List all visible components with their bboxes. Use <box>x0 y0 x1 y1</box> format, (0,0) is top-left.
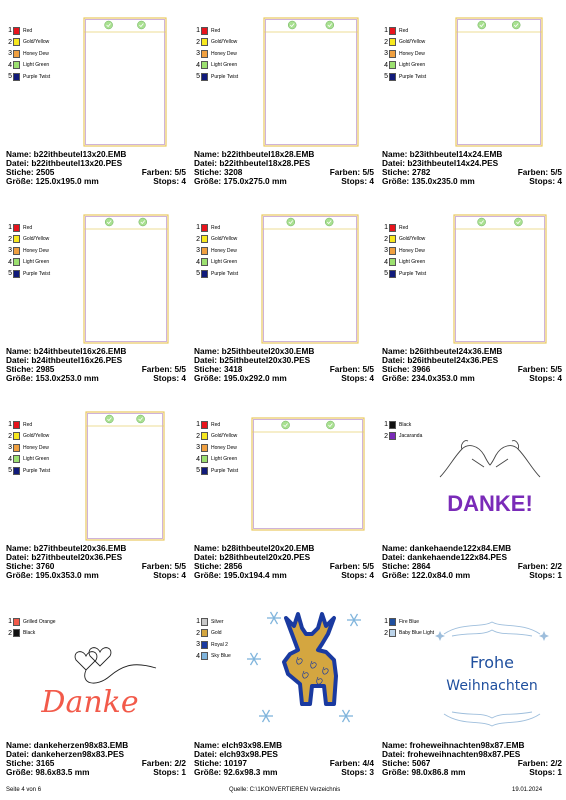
design-colors: Farben: 2/2 <box>141 758 186 768</box>
bag-outline <box>264 18 358 146</box>
thread-label: Honey Dew <box>23 444 49 451</box>
thread-label: Light Green <box>23 259 50 266</box>
design-preview <box>382 407 562 542</box>
design-card <box>6 604 186 799</box>
thread-number: 3 <box>196 247 200 255</box>
thread-number: 1 <box>196 224 200 232</box>
bag-snap-icon <box>105 415 113 423</box>
design-size: Größe: 175.0x275.0 mm <box>194 176 287 186</box>
design-stitches: Stiche: 3165 <box>6 758 55 768</box>
thread-number: 3 <box>384 50 388 58</box>
info-row <box>194 177 374 186</box>
thread-label: Gold/Yellow <box>23 433 50 440</box>
bag-snap-icon <box>137 415 145 423</box>
design-preview <box>6 210 186 345</box>
thread-number: 1 <box>8 618 12 626</box>
design-stitches: Stiche: 2864 <box>382 561 431 571</box>
thread-label: Gold/Yellow <box>211 39 238 46</box>
design-stops: Stops: 1 <box>529 570 562 580</box>
design-info <box>6 347 186 383</box>
snowflake-icon <box>339 710 353 722</box>
heart-hands-icon <box>440 441 540 477</box>
thread-label: Purple Twist <box>211 467 239 474</box>
design-file: Datei: elch93x98.PES <box>194 749 278 759</box>
moose-icon <box>284 614 336 704</box>
design-stitches: Stiche: 5067 <box>382 758 431 768</box>
info-row <box>6 374 186 383</box>
thread-label: Light Green <box>399 62 426 69</box>
art-text-1: Frohe <box>469 653 515 672</box>
design-preview <box>382 13 562 148</box>
design-stitches: Stiche: 3418 <box>194 364 243 374</box>
thread-number: 2 <box>196 38 200 46</box>
thread-label: Light Green <box>211 62 238 69</box>
design-card <box>382 13 562 208</box>
design-name: Name: b27ithbeutel20x36.EMB <box>6 543 127 553</box>
design-size: Größe: 125.0x195.0 mm <box>6 176 99 186</box>
design-colors: Farben: 5/5 <box>329 364 374 374</box>
thread-label: Honey Dew <box>211 247 237 254</box>
design-stops: Stops: 1 <box>153 767 186 777</box>
thread-number: 4 <box>196 455 200 463</box>
thread-number: 2 <box>8 235 12 243</box>
design-size: Größe: 98.0x86.8 mm <box>382 767 466 777</box>
design-stitches: Stiche: 3208 <box>194 167 243 177</box>
thread-label: Gold/Yellow <box>399 236 426 243</box>
thread-number: 4 <box>196 652 200 660</box>
design-stops: Stops: 3 <box>341 767 374 777</box>
design-file: Datei: b28ithbeutel20x20.PES <box>194 552 311 562</box>
design-size: Größe: 92.6x98.3 mm <box>194 767 278 777</box>
design-colors: Farben: 5/5 <box>329 167 374 177</box>
design-size: Größe: 98.6x83.5 mm <box>6 767 90 777</box>
thread-number: 2 <box>196 432 200 440</box>
design-info <box>194 347 374 383</box>
design-preview <box>6 604 186 739</box>
thread-number: 3 <box>8 247 12 255</box>
design-size: Größe: 135.0x235.0 mm <box>382 176 475 186</box>
info-row <box>382 374 562 383</box>
thread-number: 3 <box>196 444 200 452</box>
design-name: Name: b25ithbeutel20x30.EMB <box>194 346 315 356</box>
design-size: Größe: 195.0x353.0 mm <box>6 570 99 580</box>
design-card <box>194 604 374 799</box>
thread-number: 2 <box>196 629 200 637</box>
design-stitches: Stiche: 2856 <box>194 561 243 571</box>
design-info <box>6 741 186 777</box>
thread-number: 5 <box>8 270 12 278</box>
design-stops: Stops: 4 <box>153 373 186 383</box>
design-stitches: Stiche: 2782 <box>382 167 431 177</box>
design-name: Name: froheweihnachten98x87.EMB <box>382 740 525 750</box>
thread-number: 1 <box>196 618 200 626</box>
thread-number: 5 <box>384 270 388 278</box>
thread-label: Fire Blue <box>399 618 420 625</box>
thread-label: Red <box>211 224 221 231</box>
thread-number: 2 <box>384 38 388 46</box>
thread-number: 1 <box>384 224 388 232</box>
thread-label: Honey Dew <box>23 50 49 57</box>
design-name: Name: b26ithbeutel24x36.EMB <box>382 346 503 356</box>
design-preview <box>194 210 374 345</box>
design-file: Datei: b22ithbeutel18x28.PES <box>194 158 311 168</box>
bag-snap-icon <box>326 421 334 429</box>
thread-label: Black <box>23 630 36 637</box>
design-colors: Farben: 2/2 <box>517 561 562 571</box>
design-preview <box>382 604 562 739</box>
design-card <box>6 210 186 405</box>
design-info <box>6 150 186 186</box>
thread-number: 3 <box>8 50 12 58</box>
thread-number: 2 <box>384 432 388 440</box>
thread-number: 3 <box>384 247 388 255</box>
design-card <box>194 210 374 405</box>
thread-number: 1 <box>8 27 12 35</box>
design-stitches: Stiche: 3760 <box>6 561 55 571</box>
bag-outline <box>84 18 166 146</box>
design-name: Name: dankehaende122x84.EMB <box>382 543 512 553</box>
thread-number: 3 <box>196 50 200 58</box>
thread-label: Grilled Orange <box>23 618 56 625</box>
thread-number: 1 <box>196 421 200 429</box>
thread-label: Purple Twist <box>399 73 427 80</box>
design-size: Größe: 153.0x253.0 mm <box>6 373 99 383</box>
design-name: Name: b24ithbeutel16x26.EMB <box>6 346 127 356</box>
design-file: Datei: dankehaende122x84.PES <box>382 552 507 562</box>
bag-snap-icon <box>288 21 296 29</box>
page-number: Seite 4 von 6 <box>6 787 42 793</box>
thread-label: Light Green <box>211 456 238 463</box>
thread-label: Purple Twist <box>23 467 51 474</box>
thread-label: Gold/Yellow <box>23 236 50 243</box>
design-stops: Stops: 4 <box>341 373 374 383</box>
design-file: Datei: b26ithbeutel24x36.PES <box>382 355 499 365</box>
thread-number: 1 <box>384 421 388 429</box>
bag-snap-icon <box>282 421 290 429</box>
design-stitches: Stiche: 3966 <box>382 364 431 374</box>
info-row <box>6 177 186 186</box>
bag-outline <box>252 418 364 530</box>
design-preview <box>382 210 562 345</box>
design-file: Datei: froheweihnachten98x87.PES <box>382 749 521 759</box>
art-text: Danke <box>41 685 139 720</box>
design-info <box>6 544 186 580</box>
thread-number: 2 <box>196 235 200 243</box>
bag-snap-icon <box>137 21 145 29</box>
design-card <box>382 210 562 405</box>
thread-label: Red <box>211 27 221 34</box>
design-colors: Farben: 5/5 <box>141 561 186 571</box>
bag-snap-icon <box>139 218 147 226</box>
bag-snap-icon <box>478 218 486 226</box>
thread-number: 5 <box>384 73 388 81</box>
thread-number: 2 <box>8 629 12 637</box>
thread-label: Honey Dew <box>211 444 237 451</box>
thread-number: 4 <box>196 61 200 69</box>
design-name: Name: dankeherzen98x83.EMB <box>6 740 129 750</box>
thread-label: Red <box>23 27 33 34</box>
thread-number: 5 <box>196 270 200 278</box>
thread-number: 3 <box>8 444 12 452</box>
design-colors: Farben: 5/5 <box>517 364 562 374</box>
info-row <box>194 768 374 777</box>
design-card <box>6 407 186 602</box>
thread-label: Honey Dew <box>23 247 49 254</box>
design-card <box>382 604 562 799</box>
thread-number: 4 <box>384 258 388 266</box>
thread-label: Purple Twist <box>23 73 51 80</box>
source-path: Quelle: C:\1KONVERTIEREN Verzeichnis <box>229 787 341 793</box>
thread-label: Purple Twist <box>211 270 239 277</box>
design-colors: Farben: 5/5 <box>329 561 374 571</box>
thread-number: 5 <box>196 73 200 81</box>
info-row <box>6 768 186 777</box>
design-name: Name: b23ithbeutel14x24.EMB <box>382 149 503 159</box>
thread-label: Light Green <box>399 259 426 266</box>
design-stitches: Stiche: 2985 <box>6 364 55 374</box>
thread-label: Gold <box>211 630 222 637</box>
thread-label: Red <box>399 224 409 231</box>
design-stops: Stops: 4 <box>153 176 186 186</box>
bag-snap-icon <box>514 218 522 226</box>
bag-snap-icon <box>478 21 486 29</box>
design-file: Datei: dankeherzen98x83.PES <box>6 749 125 759</box>
thread-number: 4 <box>8 258 12 266</box>
info-row <box>382 571 562 580</box>
design-file: Datei: b23ithbeutel14x24.PES <box>382 158 499 168</box>
design-colors: Farben: 5/5 <box>141 364 186 374</box>
design-preview <box>6 407 186 542</box>
bag-outline <box>84 215 168 343</box>
thread-label: Red <box>399 27 409 34</box>
design-name: Name: elch93x98.EMB <box>194 740 283 750</box>
snowflake-icon <box>347 614 361 626</box>
design-colors: Farben: 2/2 <box>517 758 562 768</box>
thread-label: Baby Blue Light <box>399 630 435 637</box>
thread-number: 1 <box>8 421 12 429</box>
design-info <box>382 347 562 383</box>
design-size: Größe: 234.0x353.0 mm <box>382 373 475 383</box>
thread-number: 4 <box>8 61 12 69</box>
design-colors: Farben: 5/5 <box>517 167 562 177</box>
thread-number: 2 <box>384 235 388 243</box>
design-stitches: Stiche: 10197 <box>194 758 248 768</box>
design-file: Datei: b27ithbeutel20x36.PES <box>6 552 123 562</box>
info-row <box>194 571 374 580</box>
info-row <box>382 768 562 777</box>
bag-snap-icon <box>325 218 333 226</box>
bag-snap-icon <box>512 21 520 29</box>
thread-number: 5 <box>8 467 12 475</box>
thread-number: 4 <box>384 61 388 69</box>
thread-label: Red <box>211 421 221 428</box>
thread-label: Silver <box>211 618 224 625</box>
bag-outline <box>86 412 164 540</box>
print-date: 19.01.2024 <box>512 787 543 793</box>
design-name: Name: b28ithbeutel20x20.EMB <box>194 543 315 553</box>
design-colors: Farben: 5/5 <box>141 167 186 177</box>
thread-label: Honey Dew <box>211 50 237 57</box>
design-info <box>382 150 562 186</box>
design-card <box>6 13 186 208</box>
thread-label: Gold/Yellow <box>211 236 238 243</box>
thread-label: Light Green <box>23 62 50 69</box>
design-stops: Stops: 4 <box>529 373 562 383</box>
design-size: Größe: 195.0x292.0 mm <box>194 373 287 383</box>
art-text-2: Weihnachten <box>446 678 538 694</box>
bag-snap-icon <box>105 21 113 29</box>
design-stops: Stops: 4 <box>153 570 186 580</box>
design-file: Datei: b24ithbeutel16x26.PES <box>6 355 123 365</box>
thread-number: 2 <box>8 432 12 440</box>
design-name: Name: b22ithbeutel18x28.EMB <box>194 149 315 159</box>
info-row <box>382 177 562 186</box>
bag-outline <box>454 215 546 343</box>
design-stops: Stops: 1 <box>529 767 562 777</box>
design-info <box>382 741 562 777</box>
thread-label: Red <box>23 421 33 428</box>
design-card <box>194 407 374 602</box>
thread-label: Royal 2 <box>211 641 228 648</box>
design-info <box>194 544 374 580</box>
design-colors: Farben: 4/4 <box>329 758 374 768</box>
thread-label: Jacaranda <box>399 433 423 440</box>
thread-label: Purple Twist <box>211 73 239 80</box>
design-preview <box>194 13 374 148</box>
thread-label: Gold/Yellow <box>23 39 50 46</box>
thread-label: Light Green <box>211 259 238 266</box>
design-preview <box>6 13 186 148</box>
art-text: DANKE! <box>447 491 533 516</box>
design-info <box>194 741 374 777</box>
thread-number: 3 <box>196 641 200 649</box>
thread-number: 5 <box>8 73 12 81</box>
thread-number: 4 <box>196 258 200 266</box>
info-row <box>194 374 374 383</box>
thread-label: Red <box>23 224 33 231</box>
design-info <box>382 544 562 580</box>
ornament-border-icon <box>444 622 540 726</box>
design-preview <box>194 407 374 542</box>
bag-outline <box>262 215 358 343</box>
design-stops: Stops: 4 <box>341 176 374 186</box>
thread-label: Light Green <box>23 456 50 463</box>
thread-label: Gold/Yellow <box>211 433 238 440</box>
thread-number: 2 <box>384 629 388 637</box>
thread-label: Purple Twist <box>399 270 427 277</box>
design-size: Größe: 122.0x84.0 mm <box>382 570 471 580</box>
thread-label: Purple Twist <box>23 270 51 277</box>
design-stops: Stops: 4 <box>341 570 374 580</box>
thread-number: 1 <box>384 27 388 35</box>
bag-snap-icon <box>326 21 334 29</box>
snowflake-icon <box>259 710 273 722</box>
design-card <box>382 407 562 602</box>
design-info <box>194 150 374 186</box>
design-file: Datei: b25ithbeutel20x30.PES <box>194 355 311 365</box>
snowflake-icon <box>247 653 261 665</box>
thread-label: Honey Dew <box>399 247 425 254</box>
bag-outline <box>456 18 542 146</box>
thread-label: Black <box>399 421 412 428</box>
design-file: Datei: b22ithbeutel13x20.PES <box>6 158 123 168</box>
bag-snap-icon <box>287 218 295 226</box>
bag-snap-icon <box>105 218 113 226</box>
thread-label: Gold/Yellow <box>399 39 426 46</box>
thread-number: 1 <box>196 27 200 35</box>
design-preview <box>194 604 374 739</box>
design-name: Name: b22ithbeutel13x20.EMB <box>6 149 127 159</box>
thread-number: 4 <box>8 455 12 463</box>
hearts-swirl-icon <box>75 648 156 683</box>
info-row <box>6 571 186 580</box>
thread-label: Honey Dew <box>399 50 425 57</box>
design-stitches: Stiche: 2505 <box>6 167 55 177</box>
thread-number: 2 <box>8 38 12 46</box>
thread-label: Sky Blue <box>211 653 231 660</box>
thread-number: 1 <box>8 224 12 232</box>
thread-number: 1 <box>384 618 388 626</box>
design-size: Größe: 195.0x194.4 mm <box>194 570 287 580</box>
design-stops: Stops: 4 <box>529 176 562 186</box>
snowflake-icon <box>267 612 281 624</box>
design-card <box>194 13 374 208</box>
thread-number: 5 <box>196 467 200 475</box>
